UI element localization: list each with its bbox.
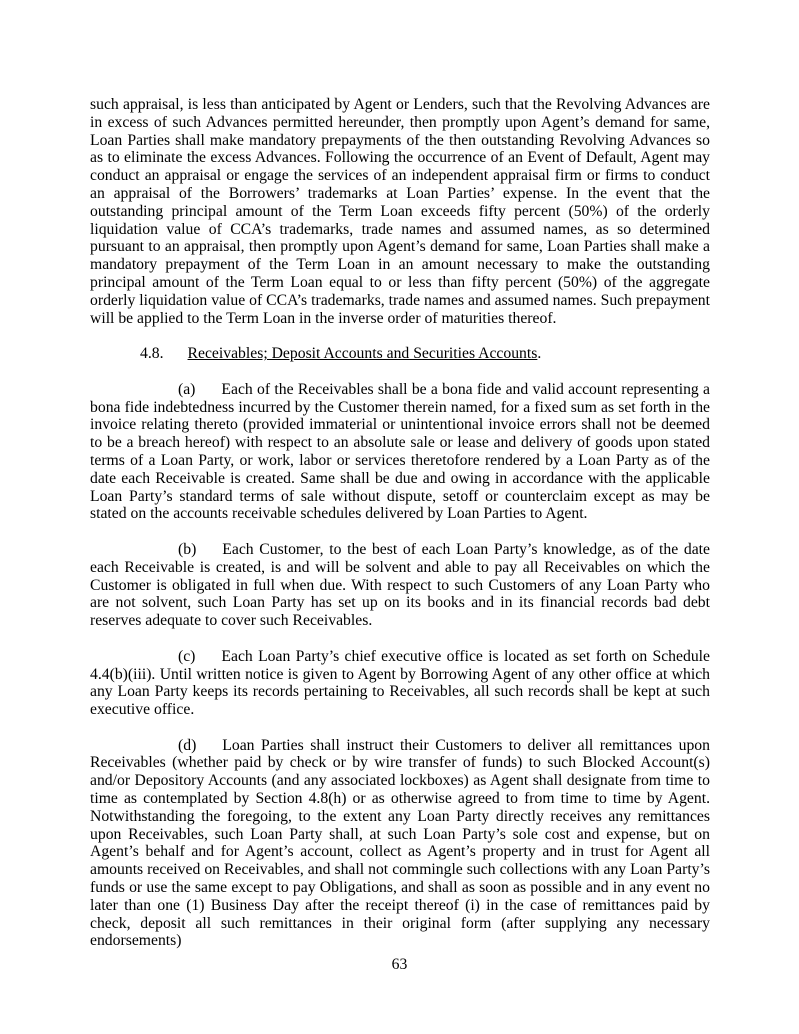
paragraph-continuation: such appraisal, is less than anticipated by Agent or Lenders, such that the Revolving Advances are in excess of such Advances permitted hereunder, then promptly upon Agent’s demand for same, Loan Parties shall make mandatory prepayments of the then outstanding Revolving Advances so as to eliminate the excess Advances. Following the occurrence of an Event of Default, Agent may conduct an appraisal or engage the services of an independent appraisal firm or firms to conduct an appraisal of the Borrowers’ trademarks at Loan Parties’ expense. In the event that the outstanding principal amount of the Term Loan exceeds fifty percent (50%) of the orderly liquidation value of CCA’s trademarks, trade names and assumed names, as so determined pursuant to an appraisal, then promptly upon Agent’s demand for same, Loan Parties shall make a mandatory prepayment of the Term Loan in an amount necessary to make the outstanding principal amount of the Term Loan equal to or less than fifty percent (50%) of the aggregate orderly liquidation value of CCA’s trademarks, trade names and assumed names. Such prepayment will be applied to the Term Loan in the inverse order of maturities thereof. — [90, 96, 710, 327]
subparagraph-c — [90, 648, 710, 719]
subparagraph-b — [90, 541, 710, 630]
document-body — [90, 96, 710, 968]
subparagraph-b-text: Each Customer, to the best of each Loan Party’s knowledge, as of the date each Receivable is created, is and will be solvent and able to pay all Receivables on which the Customer is obligated in full when due. With respect to such Customers of any Loan Party who are not solvent, such Loan Party has set up on its books and in its financial records bad debt reserves adequate to cover such Receivables. — [90, 540, 710, 630]
section-heading — [90, 345, 710, 363]
section-number: 4.8. — [140, 345, 164, 363]
page-number: 63 — [391, 956, 408, 973]
subparagraph-d-text: Loan Parties shall instruct their Customers to deliver all remittances upon Receivables (whether paid by check or by wire transfer of funds) to such Blocked Account(s) and/or Depository Accounts (and any associated lockboxes) as Agent shall designate from time to time as contemplated by Section 4.8(h) or as otherwise agreed to from time to time by Agent. Notwithstanding the foregoing, to the extent any Loan Party directly receives any remittances upon Receivables, such Loan Party shall, at such Loan Party’s sole cost and expense, but on Agent’s behalf and for Agent’s account, collect as Agent’s property and in trust for Agent all amounts received on Receivables, and shall not commingle such collections with any Loan Party’s funds or use the same except to pay Obligations, and shall as soon as possible and in any event no later than one (1) Business Day after the receipt thereof (i) in the case of remittances paid by check, deposit all such remittances in their original form (after supplying any necessary endorsements) — [90, 736, 710, 950]
subparagraph-a-text: Each of the Receivables shall be a bona fide and valid account representing a bona fide indebtedness incurred by the Customer therein named, for a fixed sum as set forth in the invoice relating thereto (provided immaterial or unintentional invoice errors shall not be deemed to be a breach hereof) with respect to an absolute sale or lease and delivery of goods upon stated terms of a Loan Party, or work, labor or services theretofore rendered by a Loan Party as of the date each Receivable is created. Same shall be due and owing in accordance with the applicable Loan Party’s standard terms of sale without dispute, setoff or counterclaim except as may be stated on the accounts receivable schedules delivered by Loan Parties to Agent. — [90, 380, 710, 523]
subparagraph-b-label: (b) — [178, 540, 197, 558]
subparagraph-d-label: (d) — [178, 736, 197, 754]
section-title-period: . — [537, 345, 542, 363]
section-title: Receivables; Deposit Accounts and Securities Accounts — [187, 345, 538, 363]
subparagraph-a — [90, 381, 710, 523]
subparagraph-a-label: (a) — [178, 380, 196, 398]
subparagraph-d — [90, 737, 710, 951]
subparagraph-c-text: Each Loan Party’s chief executive office is located as set forth on Schedule 4.4(b)(iii). Until written notice is given to Agent by Borrowing Agent of any other office at which any Loan Party keeps its records pertaining to Receivables, all such records shall be kept at such executive office. — [90, 647, 710, 719]
subparagraph-c-label: (c) — [178, 647, 196, 665]
